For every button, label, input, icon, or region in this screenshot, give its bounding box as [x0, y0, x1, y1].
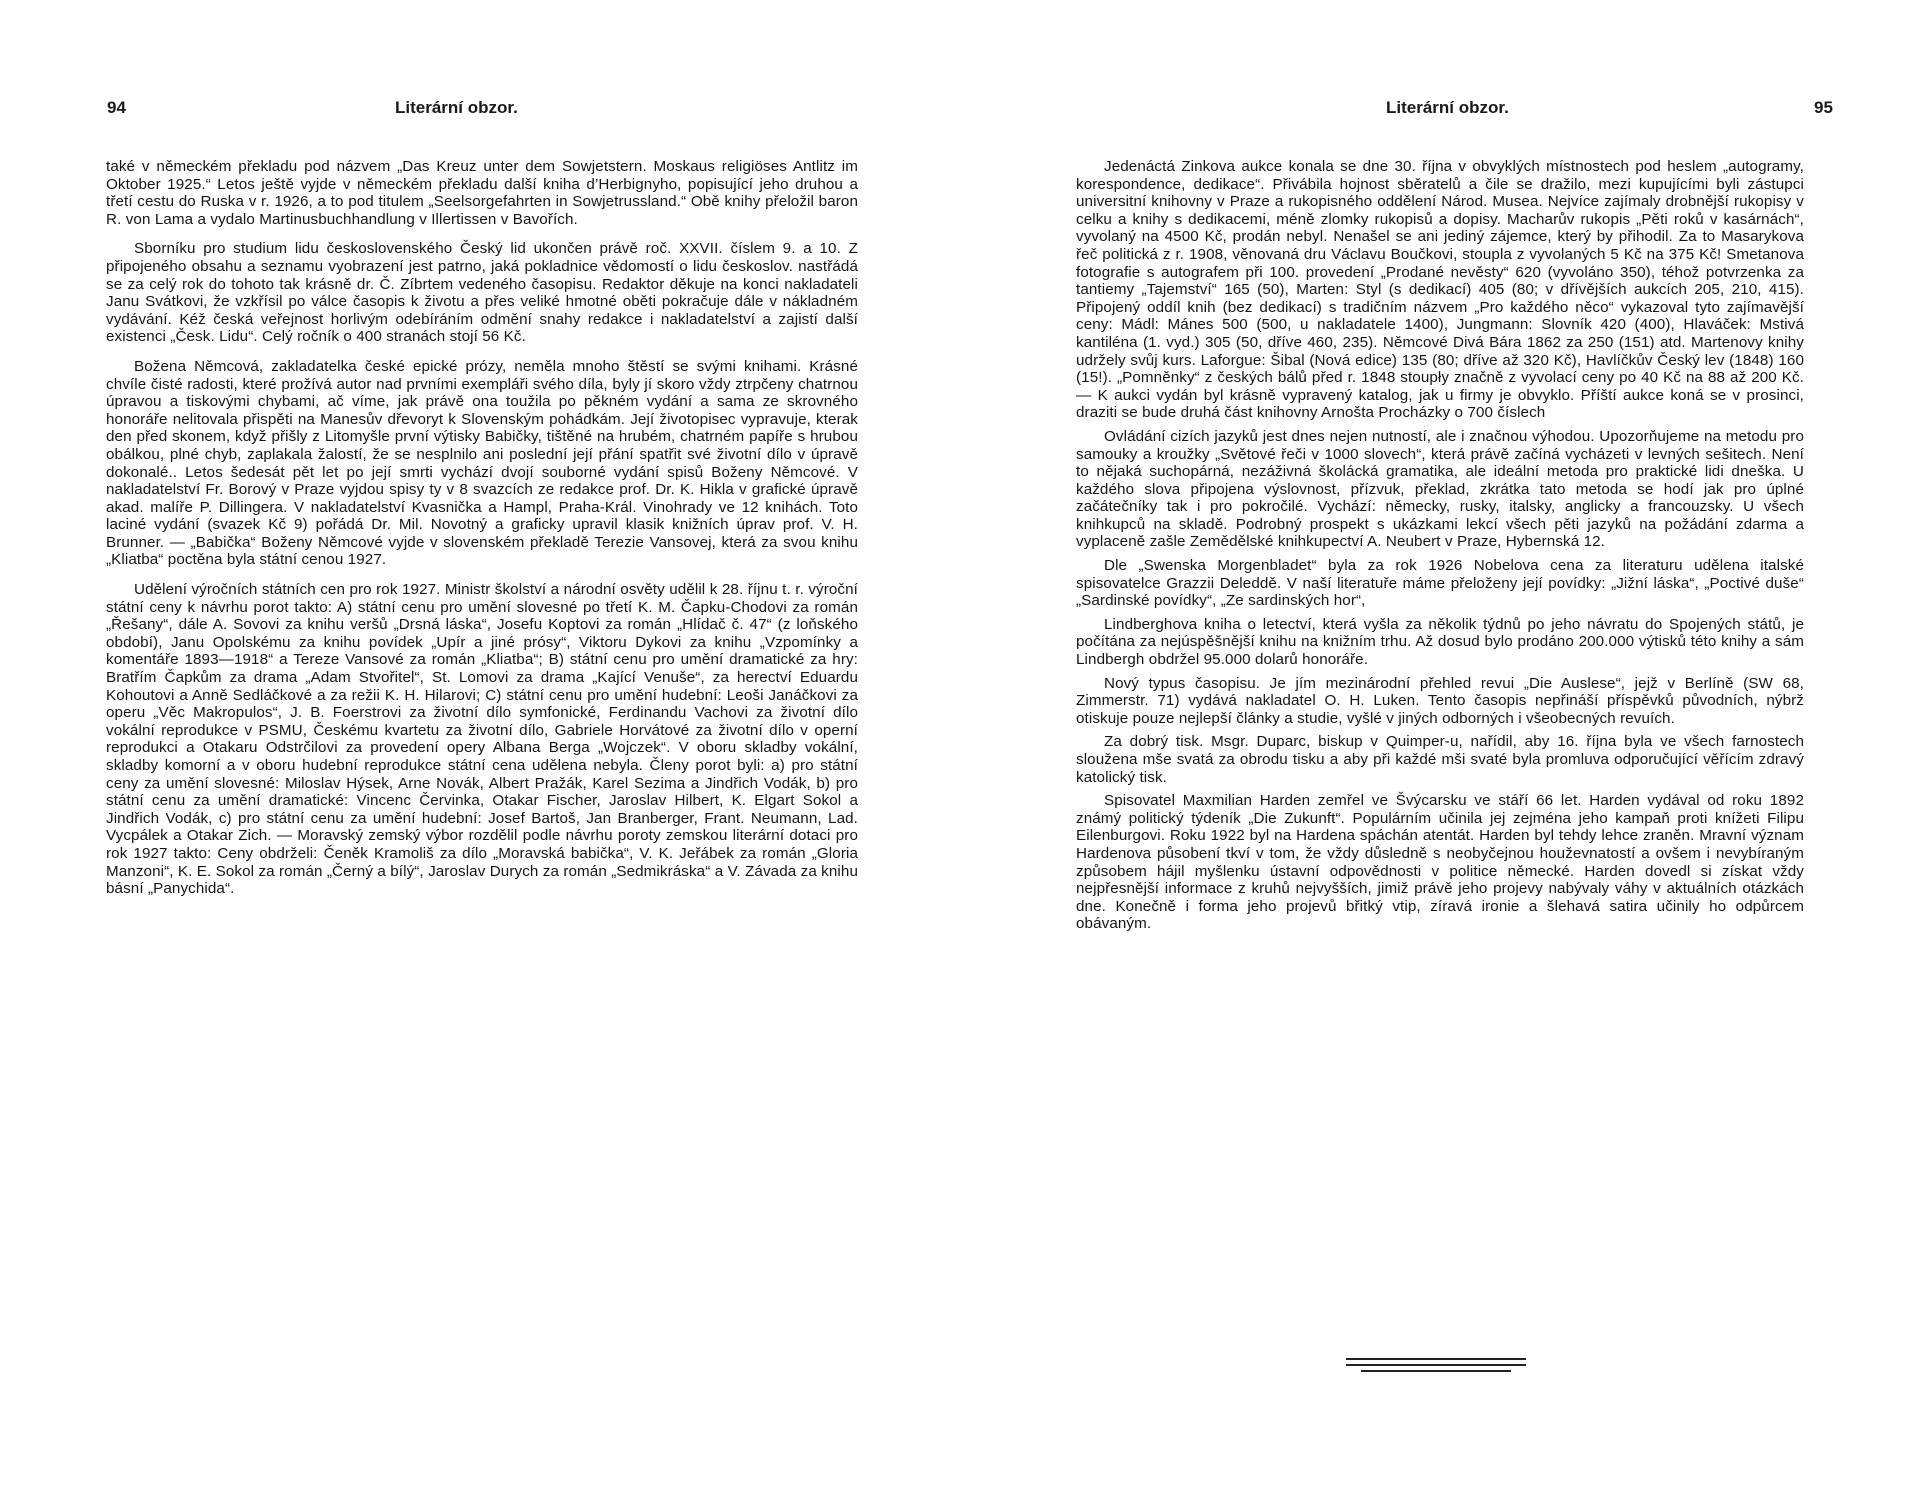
rule-line	[1346, 1358, 1526, 1360]
page-number: 95	[1814, 98, 1833, 117]
paragraph: také v německém překladu pod názvem „Das Kreuz unter dem Sowjetstern. Moskaus religiöses Antlitz im Oktober 1925.“ Letos ještě vyjde v německém překladu další kniha d’Herbignyho, popisující jeho druhou a třetí cestu do Ruska v r. 1926, a to pod titulem „Seelsorgefahrten in Sowjetrussland.“ Obě knihy přeložil baron R. von Lama a vydalo Martinusbuchhandlung v Illertissen v Bavořích.	[106, 158, 858, 228]
right-page	[966, 0, 1932, 1500]
running-head: Literární obzor.	[1386, 98, 1509, 117]
left-page-body	[106, 158, 858, 904]
running-head: Literární obzor.	[395, 98, 518, 117]
paragraph: Jedenáctá Zinkova aukce konala se dne 30. října v obvyklých místnostech pod heslem „autogramy, korespondence, dedikace“. Přivábila hojnost sběratelů a čile se dražilo, mezi kupujícími byli zástupci universitní knihovny v Praze a rukopisného oddělení Národ. Musea. Nejvíce zajímaly drobnější rukopisy v celku a knihy s dedikacemi, méně zlomky rukopisů a dopisy. Macharův rukopis „Pěti roků v kasárnách“, vyvolaný na 4500 Kč, prodán nebyl. Nenašel se ani jediný zájemce, který by přihodil. Za to Masarykova řeč politická z r. 1908, věnovaná dru Václavu Boučkovi, stoupla z vyvolaných 5 Kč na 375 Kč! Smetanova fotografie s autografem při 100. provedení „Prodané nevěsty“ 620 (vyvoláno 350), téhož potvrzenka za tantiemy „Tajemství“ 165 (50), Marten: Styl (s dedikací) 405 (80; v dřívějších aukcích 205, 210, 415). Připojený oddíl knih (bez dedikací) s tradičním názvem „Pro každého něco“ vykazoval tyto zajímavější ceny: Mádl: Mánes 500 (500, u nakladatele 1400), Jungmann: Slovník 420 (400), Hlaváček: Mstivá kantiléna (1. vyd.) 305 (50, dříve 460, 235). Němcové Divá Bára 1862 za 250 (151) atd. Martenovy knihy udržely svůj kurs. Laforgue: Šibal (Nová edice) 135 (80; dříve až 320 Kč), Havlíčkův Český lev (1848) 160 (15!). „Pomněnky“ z českých bálů před r. 1848 stoupły značně z vyvolací ceny po 40 Kč na 88 až 200 Kč. — K aukci vydán byl krásně vypravený katalog, jak u firmy je obvyklo. Příští aukce koná se v prosinci, draziti se bude druhá část knihovny Arnošta Procházky o 700 číslech	[1076, 158, 1804, 422]
paragraph: Za dobrý tisk. Msgr. Duparc, biskup v Quimper-u, nařídil, aby 16. října byla ve všech farnostech sloužena mše svatá za obrodu tisku a aby při každé mši svaté byla promluva odporučující věřícím zdravý katolický tisk.	[1076, 733, 1804, 786]
paragraph: Spisovatel Maxmilian Harden zemřel ve Švýcarsku ve stáří 66 let. Harden vydával od roku 1892 známý politický týdeník „Die Zukunft“. Populárním učinila jej zejména jeho kampaň proti knížeti Filipu Eilenburgovi. Roku 1922 byl na Hardena spáchán atentát. Harden byl tehdy lehce zraněn. Mravní význam Hardenova působení tkví v tom, že vždy důsledně s neobyčejnou houževnatostí a ovšem i nevybíraným způsobem hájil myšlenku ústavní odpovědnosti v politice německé. Harden dovedl si získat vždy nejpřesnější informace z kruhů nejvyšších, jimiž právě jeho projevy nabývaly váhy v aktuálních otázkách dne. Konečně i forma jeho projevů břitký vtip, zíravá ironie a šlehavá satira učinily ho odpůrcem obávaným.	[1076, 792, 1804, 933]
paragraph: Sborníku pro studium lidu československého Český lid ukončen právě roč. XXVII. číslem 9. a 10. Z připojeného obsahu a seznamu vyobrazení jest patrno, jaká pokladnice vědomostí o lidu českoslov. nastřádá se za celý rok do tohoto tak krásně dr. Č. Zíbrtem vedeného časopisu. Redaktor děkuje na konci nakladateli Janu Svátkovi, že vzkřísil po válce časopis k životu a přes veliké hmotné oběti pokračuje dále v nákladném vydávání. Kéž česká veřejnost horlivým odebíráním odmění snahy redakce i nakladatelství a zajistí další existenci „Česk. Lidu“. Celý ročník o 400 stranách stojí 56 Kč.	[106, 240, 858, 346]
right-page-body	[1076, 158, 1804, 939]
rule-line	[1346, 1364, 1526, 1366]
paragraph: Dle „Swenska Morgenbladet“ byla za rok 1926 Nobelova cena za literaturu udělena italské spisovatelce Grazzii Deleddě. V naší literatuře máme přeloženy její povídky: „Jižní láska“, „Poctivé duše“ „Sardinské povídky“, „Ze sardinských hor“,	[1076, 557, 1804, 610]
paragraph: Ovládání cizích jazyků jest dnes nejen nutností, ale i značnou výhodou. Upozorňujeme na metodu pro samouky a kroužky „Světové řeči v 1000 slovech“, která právě začíná vycházeti v levných sešitech. Není to nějaká suchopárná, nezáživná školácká gramatika, ale ideální metoda pro praktické lidi dneška. U každého slova připojena výslovnost, přízvuk, překlad, zkrátka tato metoda se hodí jak pro úplné začátečníky tak i pro pokročilé. Vychází: německy, rusky, italsky, anglicky a francouzsky. U všech knihkupců na skladě. Podrobný prospekt s ukázkami lekcí všech pěti jazyků na požádání zdarma a vyplaceně zašle Zemědělské knihkupectví A. Neubert v Praze, Hybernská 12.	[1076, 427, 1804, 551]
page-number: 94	[107, 98, 126, 117]
paragraph: Nový typus časopisu. Je jím mezinárodní přehled revui „Die Auslese“, jejž v Berlíně (SW 68, Zimmerstr. 71) vydává nakladatel O. H. Luken. Tento časopis nepřináší příspěvků původních, nýbrž otiskuje pouze nejlepší články a studie, vyšlé v jiných odborných i všeobecných revuích.	[1076, 674, 1804, 727]
paragraph: Udělení výročních státních cen pro rok 1927. Ministr školství a národní osvěty udělil k 28. říjnu t. r. výroční státní ceny k návrhu porot takto: A) státní cenu pro umění slovesné po třetí K. M. Čapku-Chodovi za román „Řešany“, dále A. Sovovi za knihu veršů „Drsná láska“, Josefu Koptovi za román „Hlídač č. 47“ (z loňského období), Janu Opolskému za knihu povídek „Upír a jiné prósy“, Viktoru Dykovi za knihu „Vzpomínky a komentáře 1893—1918“ a Tereze Vansové za román „Kliatba“; B) státní cenu pro umění dramatické za hry: Bratřím Čapkům za drama „Adam Stvořitel“, St. Lomovi za drama „Kající Venuše“, za herectví Eduardu Kohoutovi a Anně Sedláčkové a za režii K. H. Hilarovi; C) státní cenu pro umění hudební: Leoši Janáčkovi za operu „Věc Makropulos“, J. B. Foerstrovi za životní dílo symfonické, Ferdinandu Vachovi za životní dílo vokální reprodukce v PSMU, Českému kvartetu za životní dílo, Gabriele Horvátové za životní dílo v operní reprodukci a Otakaru Odstrčilovi za provedení opery Albana Berga „Wojczek“. V oboru skladby vokální, skladby komorní a v oboru hudební reprodukce státní cena udělena nebyla. Členy porot byli: a) pro státní ceny za umění slovesné: Miloslav Hýsek, Arne Novák, Albert Pražák, Karel Sezima a Jindřich Vodák, b) pro státní cenu za umění dramatické: Vincenc Červinka, Otakar Fischer, Jaroslav Hilbert, K. Elgart Sokol a Jindřich Vodák, c) pro státní cenu za umění hudební: Josef Bartoš, Jan Branberger, Frant. Neumann, Lad. Vycpálek a Otakar Zich. — Moravský zemský výbor rozdělil podle návrhu poroty zemskou literární dotaci pro rok 1927 takto: Ceny obdrželi: Čeněk Kramoliš za dílo „Moravská babička“, V. K. Jeřábek za román „Gloria Manzoni“, K. E. Sokol za román „Černý a bílý“, Jaroslav Durych za román „Sedmikráska“ a V. Závada za knihu básní „Panychida“.	[106, 581, 858, 898]
closing-rule	[1346, 1358, 1526, 1376]
paragraph: Lindberghova kniha o letectví, která vyšla za několik týdnů po jeho návratu do Spojených států, je počítána za nejúspěšnější knihu na knižním trhu. Až dosud bylo prodáno 200.000 výtisků této knihy a sám Lindbergh obdržel 95.000 dolarů honoráře.	[1076, 615, 1804, 669]
rule-line	[1361, 1370, 1511, 1372]
paragraph: Božena Němcová, zakladatelka české epické prózy, neměla mnoho štěstí se svými knihami. Krásné chvíle čisté radosti, které prožívá autor nad prvními exempláři svého díla, byly jí skoro vždy ztrpčeny chatrnou úpravou a tiskovými chybami, ač víme, jak právě ona toužila po pěkném vydání a sama ze skrovného honoráře nelitovala přispěti na Manesův dřevoryt k Slovenským pohádkám. Její životopisec vypravuje, kterak den před skonem, když přišly z Litomyšle první výtisky Babičky, tištěné na hrubém, chatrném papíře s hrubou obálkou, plné chyb, zaplakala žalostí, že se nesplnilo ani poslední její přání spatřit své životní dílo v úpravě dokonalé.. Letos šedesát pět let po její smrti vychází dvojí souborné vydání spisů Boženy Němcové. V nakladatelství Fr. Borový v Praze vyjdou spisy ty v 8 svazcích ze redakce prof. Dr. K. Hikla v grafické úpravě akad. malíře P. Dillingera. V nakladatelství Kvasnička a Hampl, Praha-Král. Vinohrady ve 12 knihách. Toto laciné vydání (svazek Kč 9) pořádá Dr. Mil. Novotný a graficky upravil klasik knižních úprav prof. V. H. Brunner. — „Babička“ Boženy Němcové vyjde v slovenském překladě Terezie Vansovej, která za svou knihu „Kliatba“ poctěna byla státní cenou 1927.	[106, 357, 858, 569]
